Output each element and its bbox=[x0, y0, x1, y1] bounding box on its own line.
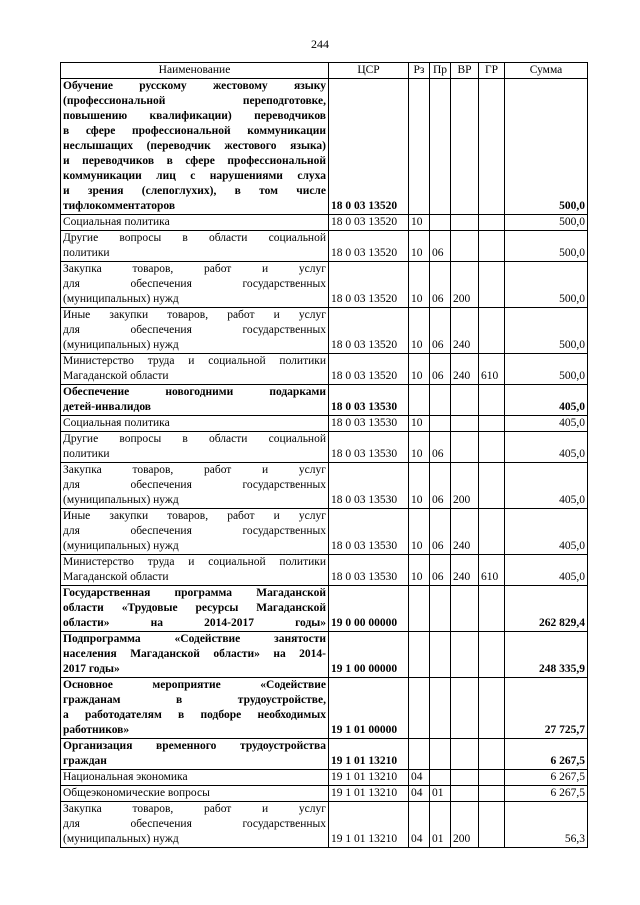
cell-vr bbox=[451, 416, 479, 432]
cell-name-line: Закупка товаров, работ и услуг bbox=[63, 803, 326, 815]
cell-vr: 240 bbox=[451, 354, 479, 385]
cell-name-line: Магаданской области bbox=[63, 571, 169, 583]
cell-pr bbox=[430, 215, 451, 231]
cell-sum: 27 725,7 bbox=[505, 678, 588, 739]
cell-rz: 10 bbox=[409, 308, 430, 354]
cell-vr bbox=[451, 385, 479, 416]
cell-gr bbox=[479, 678, 505, 739]
cell-name-line: (муниципальных) нужд bbox=[63, 293, 179, 305]
cell-csr: 18 0 03 13520 bbox=[329, 79, 409, 215]
cell-name-line: Магаданской области bbox=[63, 370, 169, 382]
cell-name-line: Обучение русскому жестовому языку bbox=[63, 80, 326, 92]
cell-rz: 04 bbox=[409, 802, 430, 848]
cell-sum: 405,0 bbox=[505, 555, 588, 586]
cell-sum: 248 335,9 bbox=[505, 632, 588, 678]
cell-csr: 19 0 00 00000 bbox=[329, 586, 409, 632]
cell-pr: 06 bbox=[430, 354, 451, 385]
cell-rz: 10 bbox=[409, 416, 430, 432]
cell-pr bbox=[430, 678, 451, 739]
cell-gr bbox=[479, 786, 505, 802]
cell-vr bbox=[451, 678, 479, 739]
table-row bbox=[61, 555, 588, 586]
cell-name-line: области» на 2014-2017 годы» bbox=[63, 617, 326, 629]
table-row bbox=[61, 215, 588, 231]
cell-name bbox=[61, 231, 329, 262]
cell-vr bbox=[451, 632, 479, 678]
cell-pr bbox=[430, 770, 451, 786]
cell-csr: 18 0 03 13530 bbox=[329, 463, 409, 509]
cell-rz: 10 bbox=[409, 432, 430, 463]
cell-name-line: области «Трудовые ресурсы Магаданской bbox=[63, 602, 326, 614]
cell-name bbox=[61, 509, 329, 555]
cell-pr: 06 bbox=[430, 231, 451, 262]
cell-name-line: для обеспечения государственных bbox=[63, 818, 326, 830]
cell-name-line: и зрения (слепоглухих), в том числе bbox=[63, 185, 326, 197]
cell-name-line: Основное мероприятие «Содействие bbox=[63, 679, 326, 691]
cell-name bbox=[61, 632, 329, 678]
cell-gr bbox=[479, 79, 505, 215]
cell-vr: 240 bbox=[451, 555, 479, 586]
cell-sum: 500,0 bbox=[505, 215, 588, 231]
cell-name bbox=[61, 79, 329, 215]
cell-name-line: (муниципальных) нужд bbox=[63, 833, 179, 845]
cell-name bbox=[61, 262, 329, 308]
cell-vr bbox=[451, 786, 479, 802]
cell-rz bbox=[409, 385, 430, 416]
cell-name-line: населения Магаданской области» на 2014- bbox=[63, 648, 326, 660]
cell-pr: 01 bbox=[430, 786, 451, 802]
cell-pr bbox=[430, 586, 451, 632]
cell-name-line: политики bbox=[63, 448, 110, 460]
cell-name-line: Министерство труда и социальной политики bbox=[63, 355, 326, 367]
cell-name bbox=[61, 678, 329, 739]
cell-sum: 405,0 bbox=[505, 463, 588, 509]
cell-gr bbox=[479, 385, 505, 416]
cell-name-line: Обеспечение новогодними подарками bbox=[63, 386, 326, 398]
table-row bbox=[61, 463, 588, 509]
page-number: 244 bbox=[311, 37, 329, 51]
cell-name bbox=[61, 354, 329, 385]
cell-rz bbox=[409, 739, 430, 770]
cell-sum: 262 829,4 bbox=[505, 586, 588, 632]
cell-name-line: Министерство труда и социальной политики bbox=[63, 556, 326, 568]
cell-name-line: Иные закупки товаров, работ и услуг bbox=[63, 309, 326, 321]
cell-gr: 610 bbox=[479, 354, 505, 385]
cell-name-line: тифлокомментаторов bbox=[63, 200, 176, 212]
cell-pr bbox=[430, 739, 451, 770]
budget-table bbox=[60, 62, 588, 848]
cell-name bbox=[61, 739, 329, 770]
cell-gr bbox=[479, 739, 505, 770]
table-row bbox=[61, 739, 588, 770]
cell-csr: 19 1 01 00000 bbox=[329, 678, 409, 739]
cell-csr: 19 1 01 13210 bbox=[329, 802, 409, 848]
cell-name bbox=[61, 432, 329, 463]
cell-pr: 06 bbox=[430, 262, 451, 308]
table-row bbox=[61, 385, 588, 416]
cell-name-line: политики bbox=[63, 247, 110, 259]
cell-gr bbox=[479, 802, 505, 848]
cell-pr: 06 bbox=[430, 432, 451, 463]
cell-rz: 04 bbox=[409, 770, 430, 786]
cell-name bbox=[61, 786, 329, 802]
cell-name-line: Иные закупки товаров, работ и услуг bbox=[63, 510, 326, 522]
cell-csr: 18 0 03 13520 bbox=[329, 354, 409, 385]
cell-csr: 18 0 03 13520 bbox=[329, 308, 409, 354]
cell-csr: 18 0 03 13520 bbox=[329, 231, 409, 262]
cell-name-line: Национальная экономика bbox=[63, 771, 188, 783]
header-csr: ЦСР bbox=[329, 63, 409, 79]
cell-rz: 10 bbox=[409, 215, 430, 231]
cell-name-line: работников» bbox=[63, 724, 130, 736]
cell-name-line: для обеспечения государственных bbox=[63, 479, 326, 491]
cell-name-line: Закупка товаров, работ и услуг bbox=[63, 464, 326, 476]
cell-name-line: Закупка товаров, работ и услуг bbox=[63, 263, 326, 275]
cell-name-line: Социальная политика bbox=[63, 417, 170, 429]
table-row bbox=[61, 231, 588, 262]
cell-vr: 200 bbox=[451, 463, 479, 509]
cell-vr: 240 bbox=[451, 308, 479, 354]
cell-rz: 10 bbox=[409, 463, 430, 509]
header-pr: Пр bbox=[430, 63, 451, 79]
cell-name bbox=[61, 215, 329, 231]
cell-pr: 06 bbox=[430, 463, 451, 509]
cell-gr bbox=[479, 586, 505, 632]
cell-name-line: гражданам в трудоустройстве, bbox=[63, 694, 326, 706]
cell-pr: 06 bbox=[430, 509, 451, 555]
cell-gr bbox=[479, 632, 505, 678]
cell-name-line: детей-инвалидов bbox=[63, 401, 152, 413]
cell-gr: 610 bbox=[479, 555, 505, 586]
cell-name bbox=[61, 555, 329, 586]
cell-pr: 01 bbox=[430, 802, 451, 848]
table-row bbox=[61, 586, 588, 632]
table-row bbox=[61, 416, 588, 432]
cell-csr: 18 0 03 13530 bbox=[329, 432, 409, 463]
cell-gr bbox=[479, 463, 505, 509]
cell-name-line: для обеспечения государственных bbox=[63, 278, 326, 290]
cell-gr bbox=[479, 432, 505, 463]
cell-csr: 19 1 01 13210 bbox=[329, 739, 409, 770]
table-row bbox=[61, 632, 588, 678]
cell-vr bbox=[451, 770, 479, 786]
cell-name-line: (муниципальных) нужд bbox=[63, 494, 179, 506]
cell-csr: 18 0 03 13520 bbox=[329, 262, 409, 308]
cell-name-line: Общеэкономические вопросы bbox=[63, 787, 210, 799]
cell-pr bbox=[430, 632, 451, 678]
cell-name-line: Другие вопросы в области социальной bbox=[63, 232, 326, 244]
header-vr: ВР bbox=[451, 63, 479, 79]
cell-sum: 56,3 bbox=[505, 802, 588, 848]
cell-pr bbox=[430, 385, 451, 416]
cell-gr bbox=[479, 416, 505, 432]
cell-name-line: повышению квалификации) переводчиков bbox=[63, 110, 326, 122]
cell-rz bbox=[409, 632, 430, 678]
cell-name-line: для обеспечения государственных bbox=[63, 525, 326, 537]
cell-name-line: (профессиональной переподготовке, bbox=[63, 95, 326, 107]
cell-sum: 6 267,5 bbox=[505, 739, 588, 770]
cell-pr bbox=[430, 416, 451, 432]
cell-name-line: в сфере профессиональной коммуникации bbox=[63, 125, 326, 137]
cell-sum: 405,0 bbox=[505, 509, 588, 555]
cell-rz bbox=[409, 678, 430, 739]
cell-rz: 10 bbox=[409, 555, 430, 586]
cell-sum: 6 267,5 bbox=[505, 786, 588, 802]
cell-vr bbox=[451, 215, 479, 231]
cell-sum: 500,0 bbox=[505, 79, 588, 215]
table-row bbox=[61, 509, 588, 555]
cell-name-line: Другие вопросы в области социальной bbox=[63, 433, 326, 445]
cell-sum: 405,0 bbox=[505, 416, 588, 432]
table-row bbox=[61, 354, 588, 385]
header-sum: Сумма bbox=[505, 63, 588, 79]
cell-csr: 19 1 01 13210 bbox=[329, 786, 409, 802]
cell-vr: 240 bbox=[451, 509, 479, 555]
cell-pr: 06 bbox=[430, 555, 451, 586]
cell-vr bbox=[451, 432, 479, 463]
cell-vr: 200 bbox=[451, 262, 479, 308]
cell-name-line: 2017 годы» bbox=[63, 663, 120, 675]
cell-rz: 10 bbox=[409, 354, 430, 385]
table-row bbox=[61, 432, 588, 463]
cell-sum: 405,0 bbox=[505, 432, 588, 463]
cell-vr bbox=[451, 231, 479, 262]
table-row bbox=[61, 786, 588, 802]
table-row bbox=[61, 79, 588, 215]
cell-gr bbox=[479, 770, 505, 786]
cell-rz: 10 bbox=[409, 262, 430, 308]
cell-csr: 18 0 03 13530 bbox=[329, 555, 409, 586]
cell-vr: 200 bbox=[451, 802, 479, 848]
cell-vr bbox=[451, 586, 479, 632]
table-row bbox=[61, 262, 588, 308]
cell-name-line: Социальная политика bbox=[63, 216, 170, 228]
cell-vr bbox=[451, 739, 479, 770]
header-rz: Рз bbox=[409, 63, 430, 79]
cell-sum: 405,0 bbox=[505, 385, 588, 416]
cell-name-line: Государственная программа Магаданской bbox=[63, 587, 326, 599]
cell-sum: 500,0 bbox=[505, 262, 588, 308]
cell-gr bbox=[479, 231, 505, 262]
cell-gr bbox=[479, 308, 505, 354]
header-gr: ГР bbox=[479, 63, 505, 79]
cell-sum: 500,0 bbox=[505, 231, 588, 262]
table-row bbox=[61, 770, 588, 786]
cell-csr: 18 0 03 13530 bbox=[329, 385, 409, 416]
cell-name bbox=[61, 463, 329, 509]
cell-rz: 04 bbox=[409, 786, 430, 802]
table-row bbox=[61, 802, 588, 848]
table-row bbox=[61, 308, 588, 354]
table-header-row bbox=[61, 63, 588, 79]
cell-csr: 18 0 03 13520 bbox=[329, 215, 409, 231]
cell-gr bbox=[479, 262, 505, 308]
cell-vr bbox=[451, 79, 479, 215]
cell-csr: 19 1 01 13210 bbox=[329, 770, 409, 786]
cell-gr bbox=[479, 215, 505, 231]
cell-name-line: (муниципальных) нужд bbox=[63, 339, 179, 351]
cell-name-line: а работодателям в подборе необходимых bbox=[63, 709, 326, 721]
cell-sum: 500,0 bbox=[505, 308, 588, 354]
cell-sum: 6 267,5 bbox=[505, 770, 588, 786]
cell-name-line: коммуникации лиц с нарушениями слуха bbox=[63, 170, 326, 182]
cell-name bbox=[61, 770, 329, 786]
cell-name bbox=[61, 308, 329, 354]
cell-name bbox=[61, 416, 329, 432]
table-row bbox=[61, 678, 588, 739]
cell-rz: 10 bbox=[409, 509, 430, 555]
cell-name-line: для обеспечения государственных bbox=[63, 324, 326, 336]
cell-pr bbox=[430, 79, 451, 215]
cell-pr: 06 bbox=[430, 308, 451, 354]
cell-name-line: граждан bbox=[63, 755, 107, 767]
cell-name-line: и переводчиков в сфере профессиональной bbox=[63, 155, 326, 167]
cell-rz bbox=[409, 79, 430, 215]
cell-sum: 500,0 bbox=[505, 354, 588, 385]
cell-gr bbox=[479, 509, 505, 555]
cell-csr: 18 0 03 13530 bbox=[329, 416, 409, 432]
cell-rz bbox=[409, 586, 430, 632]
header-name: Наименование bbox=[61, 63, 329, 79]
cell-name bbox=[61, 586, 329, 632]
cell-name-line: Подпрограмма «Содействие занятости bbox=[63, 633, 326, 645]
cell-name-line: (муниципальных) нужд bbox=[63, 540, 179, 552]
cell-name-line: Организация временного трудоустройства bbox=[63, 740, 326, 752]
cell-name bbox=[61, 385, 329, 416]
cell-name bbox=[61, 802, 329, 848]
cell-rz: 10 bbox=[409, 231, 430, 262]
cell-csr: 19 1 00 00000 bbox=[329, 632, 409, 678]
cell-name-line: неслышащих (переводчик жестового языка) bbox=[63, 140, 326, 152]
cell-csr: 18 0 03 13530 bbox=[329, 509, 409, 555]
